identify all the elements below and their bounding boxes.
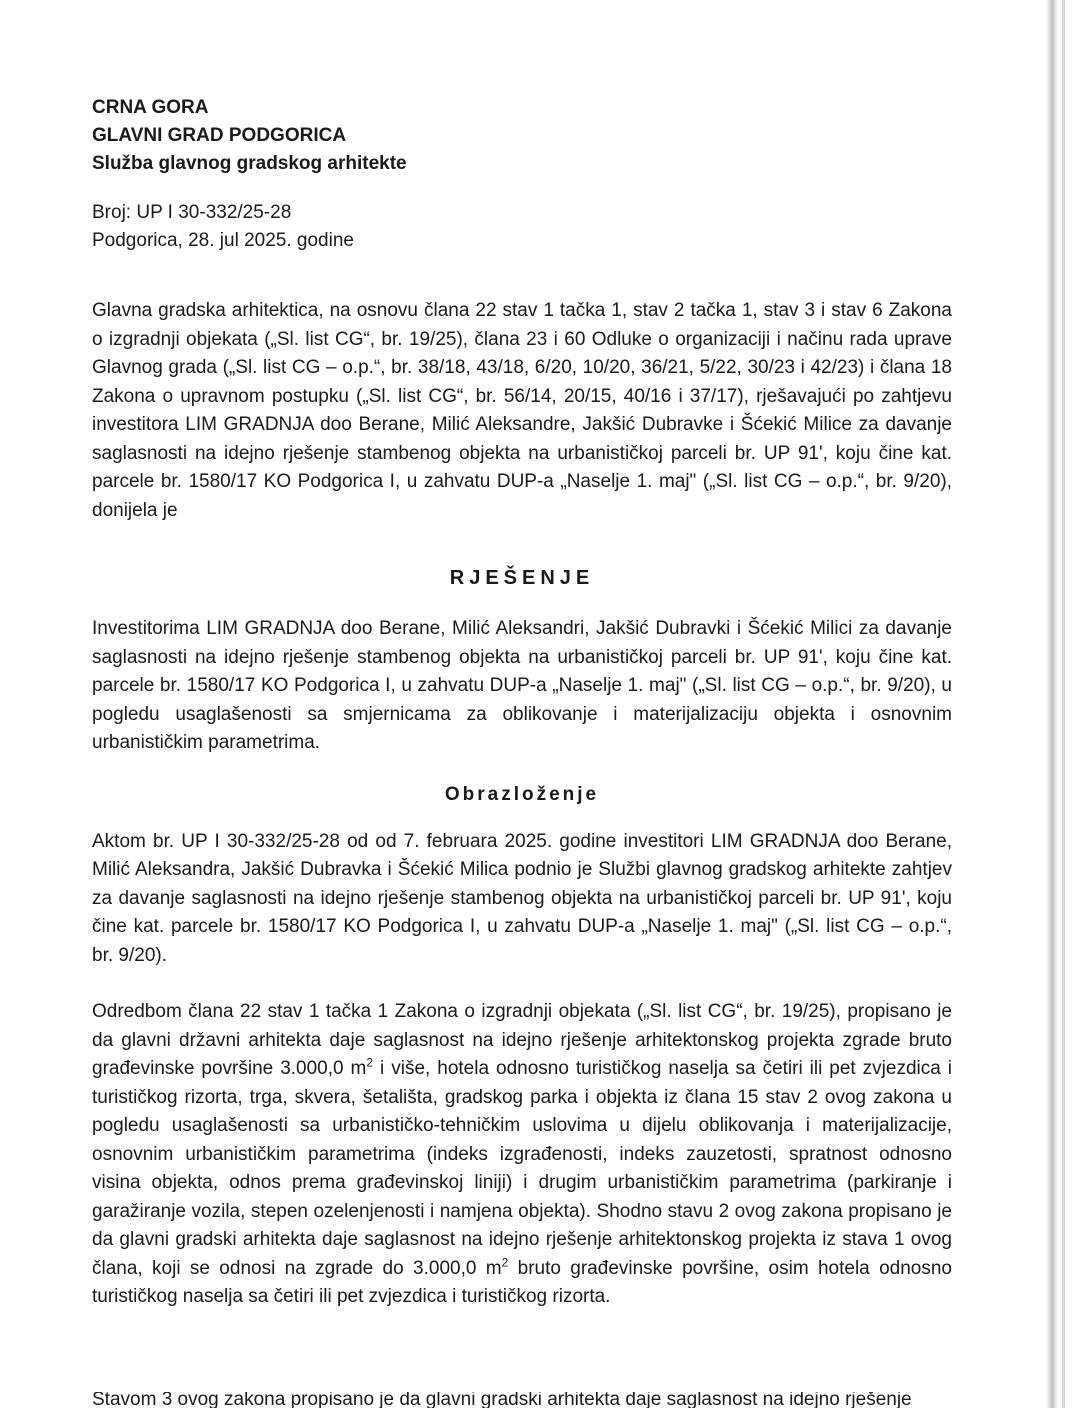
reasoning-paragraph-1: Aktom br. UP I 30-332/25-28 od od 7. februara 2025. godine investitori LIM GRADNJA doo Berane, Milić Aleksandra, Jakšić Dubravka i Šćekić Milica podnio je Službi glavnog gradskog arhitekte zahtjev za davanje saglasnosti na idejno rješenje stambenog objekta na urbanističkoj parceli br. UP 91', koju čine kat. parcele br. 1580/17 KO Podgorica I, u zahvatu DUP-a „Naselje 1. maj" („Sl. list CG – o.p.“, br. 9/20). — [92, 830, 952, 966]
reasoning-title: Obrazloženje — [444, 783, 600, 805]
square-meter-superscript-1: 2 — [366, 1055, 374, 1070]
decision-paragraph: Investitorima LIM GRADNJA doo Berane, Milić Aleksandri, Jakšić Dubravki i Šćekić Milici za davanje saglasnosti na idejno rješenje stambenog objekta na urbanističkoj parceli br. UP 91', koju čine kat. parcele br. 1580/17 KO Podgorica I, u zahvatu DUP-a „Naselje 1. maj" („Sl. list CG – o.p.“, br. 9/20), u pogledu usaglašenosti sa smjernicama za oblikovanje i materijalizaciju objekta i osnovnim urbanističkim parametrima. — [92, 618, 952, 753]
decision-title: RJEŠENJE — [449, 567, 595, 589]
scan-shadow-edge — [1046, 0, 1060, 1408]
scan-shadow-line — [1062, 0, 1065, 1408]
document-page — [92, 94, 952, 1312]
reasoning-2-part-2: i više, hotela odnosno turističkog naselja sa četiri ili pet zvjezdica i turističkog rizorta, trga, skvera, šetališta, gradskog parka i objekta iz člana 15 stav 2 ovog zakona u pogledu usaglašenosti sa urbanističko-tehničkim uslovima u dijelu oblikovanja i materijalizacije, osnovnim urbanističkim parametrima (indeks izgrađenosti, indeks zauzetosti, spratnost odnosno visina objekta, odnos prema građevinskoj liniji) i drugim urbanističkim parametrima (parkiranje i garažiranje vozila, stepen ozelenjenosti i namjena objekta). Shodno stavu 2 ovog zakona propisano je da glavni gradski arhitekta daje saglasnost na idejno rješenje arhitektonskog projekta iz stava 1 ovog člana, koji se odnosi na zgrade do 3.000,0 m — [92, 1058, 952, 1279]
intro-paragraph: Glavna gradska arhitektica, na osnovu člana 22 stav 1 tačka 1, stav 2 tačka 1, stav 3 i stav 6 Zakona o izgradnji objekata („Sl. list CG“, br. 19/25), člana 23 i 60 Odluke o organizaciji i načinu rada uprave Glavnog grada („Sl. list CG – o.p.“, br. 38/18, 43/18, 6/20, 10/20, 36/21, 5/22, 30/23 i 42/23) i člana 18 Zakona o upravnom postupku („Sl. list CG“, br. 56/14, 20/15, 40/16 i 37/17), rješavajući po zahtjevu investitora LIM GRADNJA doo Berane, Milić Aleksandre, Jakšić Dubravke i Šćekić Milice za davanje saglasnosti na idejno rješenje stambenog objekta na urbanističkoj parceli br. UP 91', koju čine kat. parcele br. 1580/17 KO Podgorica I, u zahvatu DUP-a „Naselje 1. maj" („Sl. list CG – o.p.“, br. 9/20), donijela je — [92, 300, 952, 521]
header-country: CRNA GORA — [92, 97, 209, 118]
cutoff-line: Stavom 3 ovog zakona propisano je da glavni gradski arhitekta daje saglasnost na idejno rješenje — [92, 1392, 912, 1408]
reasoning-2-part-1: Odredbom člana 22 stav 1 tačka 1 Zakona o izgradnji objekata („Sl. list CG“, br. 19/25), propisano je da glavni državni arhitekta daje saglasnost na idejno rješenje arhitektonskog projekta zgrade bruto građevinske površine 3.000,0 m — [92, 1001, 952, 1079]
reasoning-paragraph-2 — [92, 998, 952, 1312]
reference-block — [92, 199, 952, 255]
header-office: Služba glavnog gradskog arhitekte — [92, 153, 407, 174]
header-city: GLAVNI GRAD PODGORICA — [92, 125, 347, 146]
reference-number: Broj: UP I 30-332/25-28 — [92, 202, 292, 223]
reference-place-date: Podgorica, 28. jul 2025. godine — [92, 230, 354, 251]
cutoff-line-container — [92, 1392, 952, 1408]
reasoning-2-part-3: bruto građevinske površine, osim hotela odnosno turističkog naselja sa četiri ili pet zvjezdica i turističkog rizorta. — [92, 1257, 953, 1307]
square-meter-superscript-2: 2 — [501, 1255, 509, 1270]
